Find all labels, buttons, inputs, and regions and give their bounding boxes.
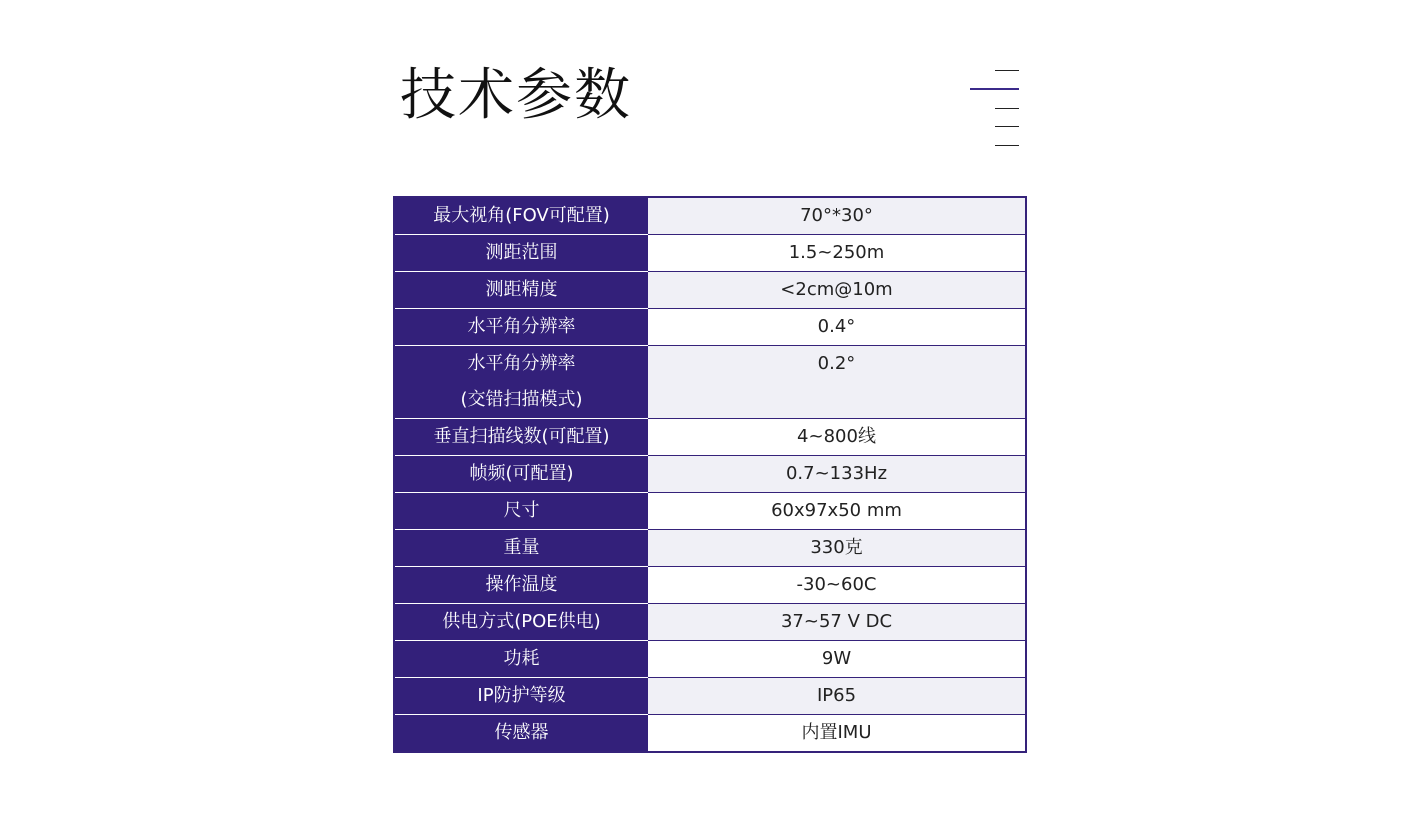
table-row bbox=[394, 309, 1026, 346]
spec-value: 60x97x50 mm bbox=[648, 493, 1026, 530]
table-row bbox=[394, 567, 1026, 604]
table-row bbox=[394, 604, 1026, 641]
table-row bbox=[394, 715, 1026, 753]
spec-label: 水平角分辨率 bbox=[394, 309, 648, 346]
spec-label bbox=[394, 346, 648, 419]
spec-value: 0.7~133Hz bbox=[648, 456, 1026, 493]
spec-label: 传感器 bbox=[394, 715, 648, 753]
table-row bbox=[394, 272, 1026, 309]
spec-label: 供电方式(POE供电) bbox=[394, 604, 648, 641]
spec-label: 尺寸 bbox=[394, 493, 648, 530]
spec-label: 测距范围 bbox=[394, 235, 648, 272]
spec-value: 9W bbox=[648, 641, 1026, 678]
table-row bbox=[394, 493, 1026, 530]
spec-label-line: (交错扫描模式) bbox=[460, 389, 583, 410]
spec-table bbox=[393, 196, 1027, 753]
table-row bbox=[394, 235, 1026, 272]
menu-lines-icon[interactable] bbox=[966, 68, 1022, 150]
table-row bbox=[394, 346, 1026, 419]
menu-line bbox=[995, 126, 1019, 127]
spec-value: 内置IMU bbox=[648, 715, 1026, 753]
menu-line-active bbox=[970, 88, 1019, 90]
spec-label: 测距精度 bbox=[394, 272, 648, 309]
spec-label: 功耗 bbox=[394, 641, 648, 678]
menu-line bbox=[995, 70, 1019, 71]
page-title: 技术参数 bbox=[400, 63, 632, 128]
spec-value: <2cm@10m bbox=[648, 272, 1026, 309]
menu-line bbox=[995, 145, 1019, 146]
table-row bbox=[394, 197, 1026, 235]
spec-value: 70°*30° bbox=[648, 197, 1026, 235]
table-row bbox=[394, 530, 1026, 567]
table-row bbox=[394, 641, 1026, 678]
spec-label: 最大视角(FOV可配置) bbox=[394, 197, 648, 235]
spec-label: 帧频(可配置) bbox=[394, 456, 648, 493]
spec-value: -30~60C bbox=[648, 567, 1026, 604]
table-row bbox=[394, 419, 1026, 456]
spec-label: 垂直扫描线数(可配置) bbox=[394, 419, 648, 456]
spec-label: 重量 bbox=[394, 530, 648, 567]
spec-value: IP65 bbox=[648, 678, 1026, 715]
table-row bbox=[394, 456, 1026, 493]
spec-value: 1.5~250m bbox=[648, 235, 1026, 272]
spec-label-line: 水平角分辨率 bbox=[467, 353, 576, 374]
spec-value: 0.4° bbox=[648, 309, 1026, 346]
spec-label: IP防护等级 bbox=[394, 678, 648, 715]
spec-label: 操作温度 bbox=[394, 567, 648, 604]
table-row bbox=[394, 678, 1026, 715]
spec-value: 4~800线 bbox=[648, 419, 1026, 456]
menu-line bbox=[995, 108, 1019, 109]
spec-value: 330克 bbox=[648, 530, 1026, 567]
spec-value: 0.2° bbox=[648, 346, 1026, 419]
spec-value: 37~57 V DC bbox=[648, 604, 1026, 641]
